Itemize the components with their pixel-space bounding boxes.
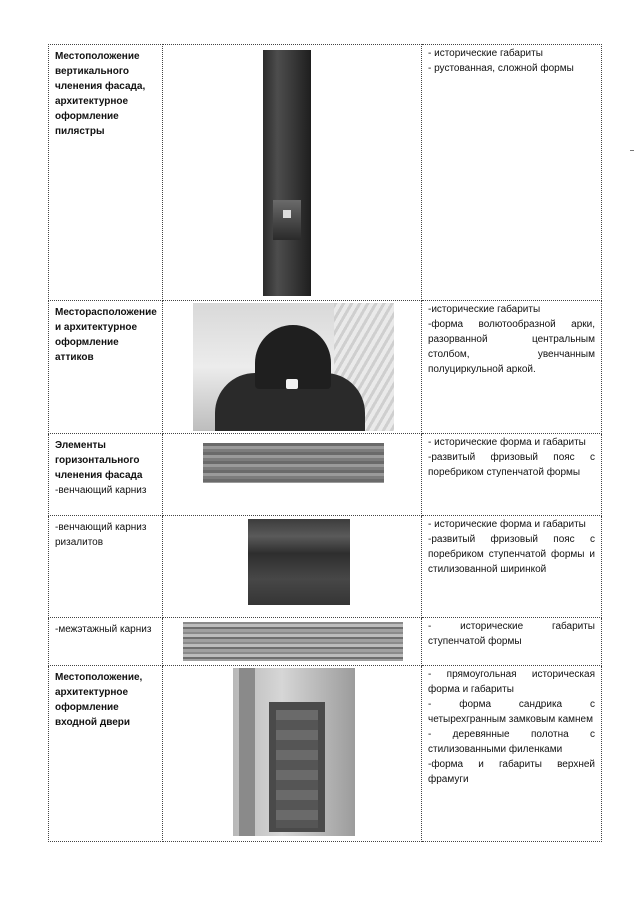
cornice-photo bbox=[203, 443, 384, 483]
element-name-cell bbox=[49, 516, 163, 618]
description-cell bbox=[422, 666, 602, 842]
photo-cell bbox=[163, 434, 422, 516]
facade-elements-table bbox=[48, 44, 602, 842]
description-line: -форма и габариты верхней фрамуги bbox=[428, 759, 595, 785]
description-line: - исторические форма и габариты bbox=[428, 519, 586, 530]
description-line: -развитый фризовый пояс с поребриком ступенчатой формы bbox=[428, 452, 595, 478]
table-row bbox=[49, 434, 602, 516]
element-name: Местоположение, архитектурное оформление входной двери bbox=[55, 672, 143, 728]
element-name: Элементы горизонтального членения фасада bbox=[55, 440, 143, 481]
scan-artifact bbox=[630, 150, 634, 151]
description-cell bbox=[422, 434, 602, 516]
element-name-cell bbox=[49, 434, 163, 516]
description-line: - деревянные полотна с стилизованными филенками bbox=[428, 729, 595, 755]
interfloor-cornice-photo bbox=[183, 622, 403, 661]
element-name-cell bbox=[49, 301, 163, 434]
table-row bbox=[49, 618, 602, 666]
table-row bbox=[49, 301, 602, 434]
pilaster-photo bbox=[263, 50, 311, 296]
description-line: - форма сандрика с четырехгранным замковым камнем bbox=[428, 699, 595, 725]
table-row bbox=[49, 666, 602, 842]
description-line: -форма волютообразной арки, разорванной центральным столбом, увенчанным полуциркульной аркой. bbox=[428, 319, 595, 375]
element-subname: -венчающий карниз ризалитов bbox=[55, 522, 147, 548]
description-cell bbox=[422, 45, 602, 301]
description-line: -исторические габариты bbox=[428, 304, 541, 315]
description-line: - исторические габариты ступенчатой формы bbox=[428, 621, 595, 647]
attic-photo bbox=[193, 303, 394, 431]
element-name: Местоположение вертикального членения фасада, архитектурное оформление пилястры bbox=[55, 51, 146, 137]
description-cell bbox=[422, 301, 602, 434]
element-name-cell bbox=[49, 45, 163, 301]
photo-cell bbox=[163, 618, 422, 666]
description-line: - рустованная, сложной формы bbox=[428, 63, 574, 74]
description-line: - прямоугольная историческая форма и габариты bbox=[428, 669, 595, 695]
element-subname: -венчающий карниз bbox=[55, 485, 147, 496]
description-cell bbox=[422, 516, 602, 618]
description-cell bbox=[422, 618, 602, 666]
table-row bbox=[49, 516, 602, 618]
description-line: - исторические габариты bbox=[428, 48, 543, 59]
description-line: -развитый фризовый пояс с поребриком ступенчатой формы и стилизованной ширинкой bbox=[428, 534, 595, 575]
element-name-cell bbox=[49, 618, 163, 666]
table-row bbox=[49, 45, 602, 301]
photo-cell bbox=[163, 301, 422, 434]
photo-cell bbox=[163, 45, 422, 301]
description-line: - исторические форма и габариты bbox=[428, 437, 586, 448]
entrance-door-photo bbox=[233, 668, 355, 836]
photo-cell bbox=[163, 666, 422, 842]
element-name: Месторасположение и архитектурное оформление аттиков bbox=[55, 307, 157, 363]
element-subname: -межэтажный карниз bbox=[55, 624, 152, 635]
risalit-cornice-photo bbox=[248, 519, 350, 605]
photo-cell bbox=[163, 516, 422, 618]
element-name-cell bbox=[49, 666, 163, 842]
